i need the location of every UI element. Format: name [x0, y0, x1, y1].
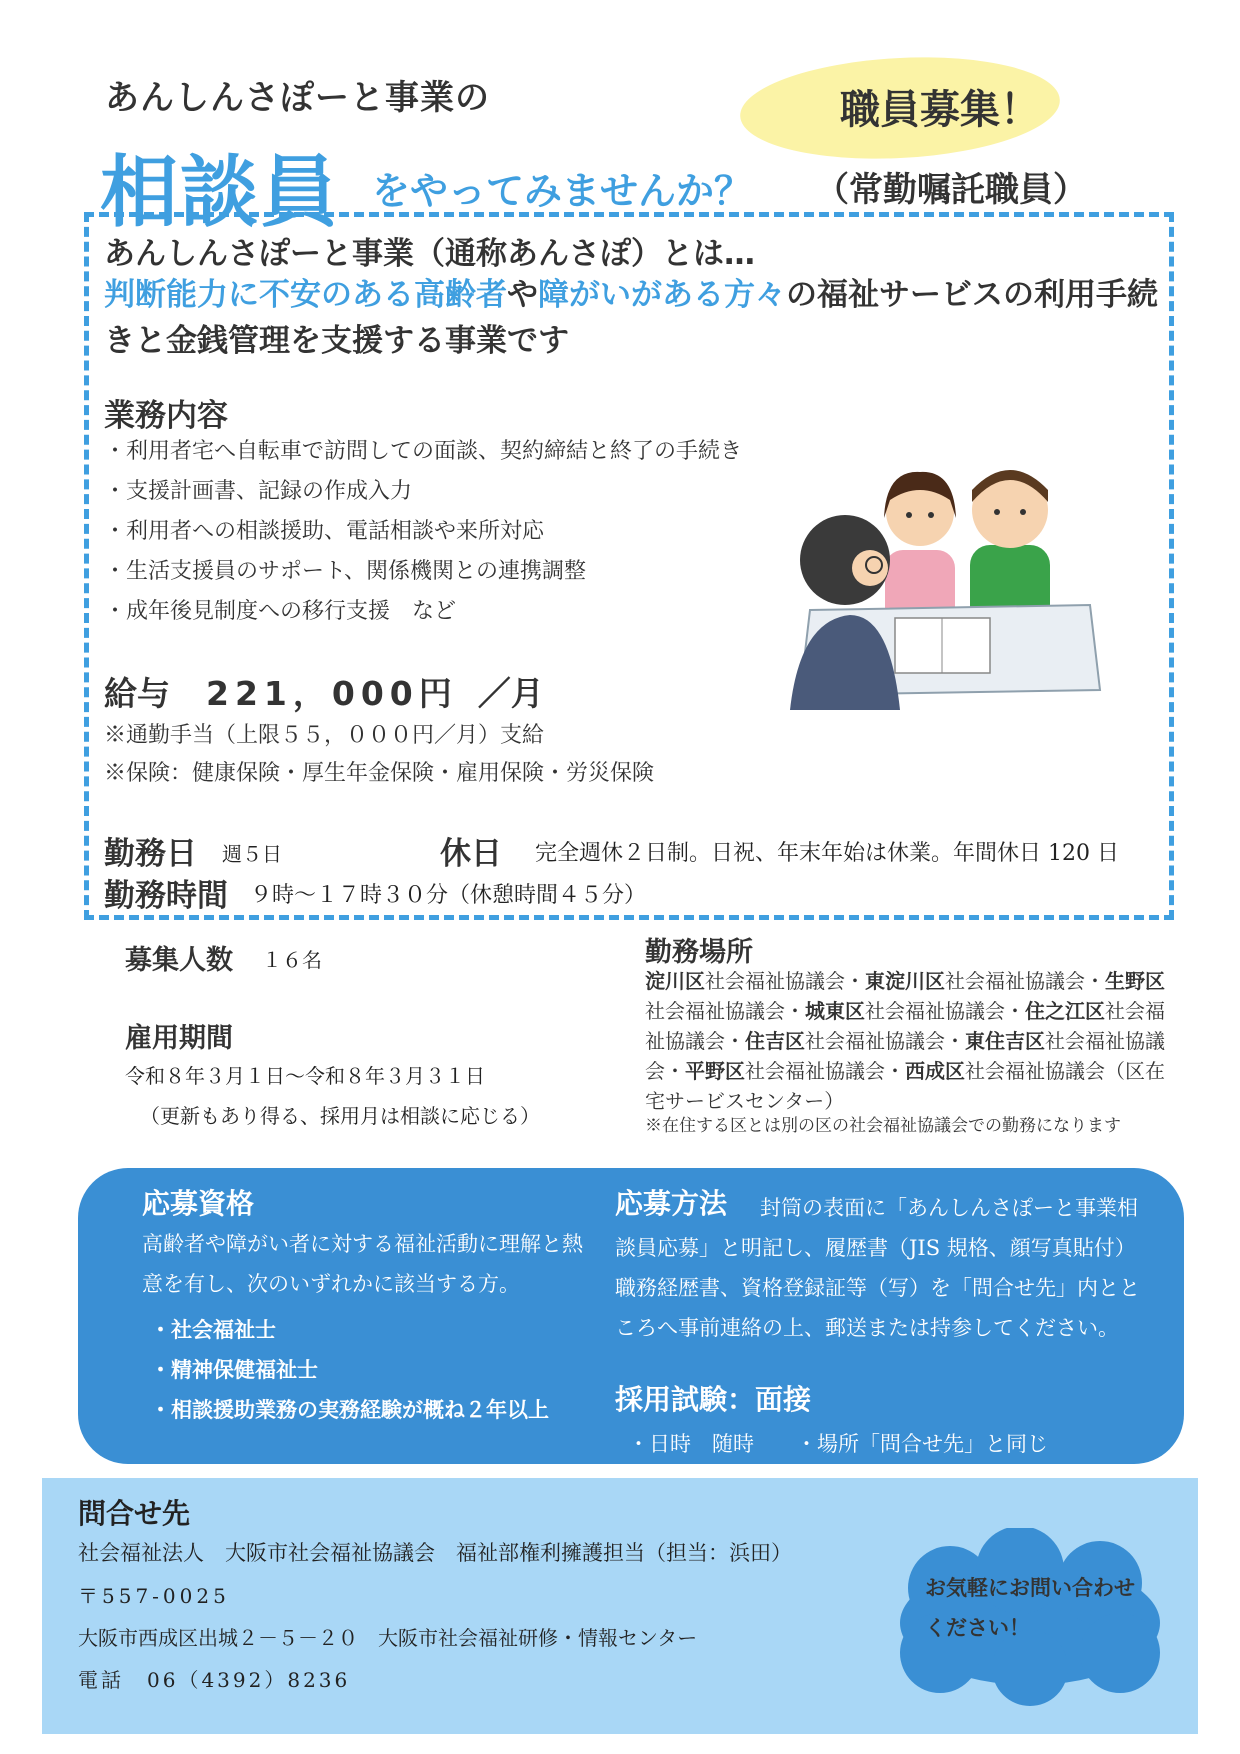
employment-period-note: （更新もあり得る、採用月は相談に応じる） — [140, 1104, 540, 1128]
ward-name: 東淀川区 — [865, 969, 945, 993]
qualification-text: 高齢者や障がい者に対する福祉活動に理解と熱意を有し、次のいずれかに該当する方。 — [142, 1232, 583, 1296]
council-text: 社会福祉協議会・ — [805, 1029, 965, 1053]
contact-heading: 問合せ先 — [78, 1497, 191, 1530]
council-text: 社会福祉協議会・ — [645, 1029, 1165, 1083]
council-text: 社会福祉協議会・ — [645, 999, 805, 1023]
employment-type: （常勤嘱託職員） — [815, 170, 1087, 210]
duty-item: ・利用者宅へ自転車で訪問しての面談、契約締結と終了の手続き — [104, 439, 743, 464]
intro-heading: あんしんさぽーと事業（通称あんさぽ）とは… — [104, 236, 755, 272]
contact-address: 大阪市西成区出城２－５－２０ 大阪市社会福祉研修・情報センター — [78, 1626, 698, 1650]
intro-rest: の福祉サービスの利用手続きと金銭管理を支援する事業です — [104, 277, 1158, 359]
employment-period-value: 令和８年３月１日～令和８年３月３１日 — [125, 1064, 485, 1088]
workdays-label: 勤務日 — [104, 836, 197, 872]
work-hours-value: ９時～１７時３０分（休憩時間４５分） — [250, 883, 647, 908]
salary-row — [104, 668, 544, 715]
qualification-item: ・社会福祉士 — [150, 1318, 276, 1342]
intro-connector: や — [507, 277, 538, 313]
workplace-label: 勤務場所 — [645, 937, 753, 968]
ward-name: 城東区 — [805, 999, 865, 1023]
salary-unit: ／月 — [477, 674, 544, 713]
recruit-count-value: １６名 — [262, 948, 322, 972]
duty-item: ・生活支援員のサポート、関係機関との連携調整 — [104, 559, 587, 584]
qualification-item: ・相談援助業務の実務経験が概ね２年以上 — [150, 1398, 549, 1422]
consultation-illustration — [790, 440, 1110, 710]
exam-heading: 採用試験：面接 — [615, 1383, 812, 1416]
work-hours-label: 勤務時間 — [104, 878, 228, 914]
council-text: 社会福祉協議会・ — [865, 999, 1025, 1023]
page-title: 相談員 — [100, 148, 341, 238]
salary-amount: 221，000円 — [206, 674, 458, 713]
application-text: 封筒の表面に「あんしんさぽーと事業相談員応募」と明記し、履歴書（JIS 規格、顔写真貼付）職務経歴書、資格登録証等（写）を「問合せ先」内とところへ事前連絡の上、郵送または持参してください。 — [615, 1196, 1140, 1340]
workdays-value: 週５日 — [222, 842, 282, 866]
application-heading: 応募方法 — [615, 1187, 728, 1220]
council-text: 社会福祉協議会・ — [745, 1059, 905, 1083]
title-subtext: をやってみませんか？ — [372, 169, 753, 213]
insurance-note: ※保険：健康保険・厚生年金保険・雇用保険・労災保険 — [104, 761, 655, 786]
council-text: 社会福祉協議会・ — [945, 969, 1105, 993]
inquiry-invite-line1: お気軽にお問い合わせ — [925, 1576, 1135, 1600]
ward-name: 生野区 — [1105, 969, 1165, 993]
duties-list — [104, 432, 742, 632]
inquiry-invite-line2: ください！ — [925, 1616, 1030, 1640]
council-text: 社会福祉協議会・ — [705, 969, 865, 993]
inquiry-invite — [925, 1568, 1135, 1648]
council-text: 社会福祉協議会（区在宅サービスセンター） — [645, 1059, 1165, 1113]
contact-zip: 〒557-0025 — [78, 1584, 230, 1608]
intro-highlight-elderly: 判断能力に不安のある高齢者 — [104, 277, 507, 313]
commute-allowance-note: ※通勤手当（上限５５，０００円／月）支給 — [104, 723, 545, 748]
qualification-heading: 応募資格 — [142, 1187, 255, 1220]
recruit-count-label: 募集人数 — [125, 945, 233, 976]
ward-name: 住之江区 — [1025, 999, 1105, 1023]
lead-text: あんしんさぽーと事業の — [105, 78, 490, 118]
qualification-list — [150, 1310, 549, 1430]
contact-phone: 電話 06（4392）8236 — [78, 1668, 351, 1692]
ward-name: 東住吉区 — [965, 1029, 1045, 1053]
ward-name: 平野区 — [685, 1059, 745, 1083]
qualification-item: ・精神保健福祉士 — [150, 1358, 318, 1382]
contact-organization: 社会福祉法人 大阪市社会福祉協議会 福祉部権利擁護担当（担当：浜田） — [78, 1541, 792, 1565]
duty-item: ・成年後見制度への移行支援 など — [104, 599, 457, 624]
recruit-badge-text: 職員募集！ — [840, 87, 1040, 133]
ward-name: 住吉区 — [745, 1029, 805, 1053]
workplace-list — [645, 966, 1165, 1116]
intro-highlight-disabled: 障がいがある方々 — [538, 277, 786, 313]
employment-period-label: 雇用期間 — [125, 1023, 233, 1054]
duty-item: ・利用者への相談援助、電話相談や来所対応 — [104, 519, 545, 544]
holiday-label: 休日 — [440, 836, 502, 872]
duty-item: ・支援計画書、記録の作成入力 — [104, 479, 413, 504]
workplace-note: ※在住する区とは別の区の社会福祉協議会での勤務になります — [645, 1116, 1121, 1136]
council-text: 社会福祉協議会・ — [645, 999, 1165, 1053]
ward-name: 淀川区 — [645, 969, 705, 993]
holiday-value: 完全週休２日制。日祝、年末年始は休業。年間休日 120 日 — [535, 841, 1119, 866]
exam-detail: ・日時 随時 ・場所「問合せ先」と同じ — [628, 1432, 1048, 1456]
duties-heading: 業務内容 — [104, 398, 228, 434]
intro-description — [104, 272, 1164, 364]
ward-name: 西成区 — [905, 1059, 965, 1083]
salary-label: 給与 — [104, 674, 170, 713]
